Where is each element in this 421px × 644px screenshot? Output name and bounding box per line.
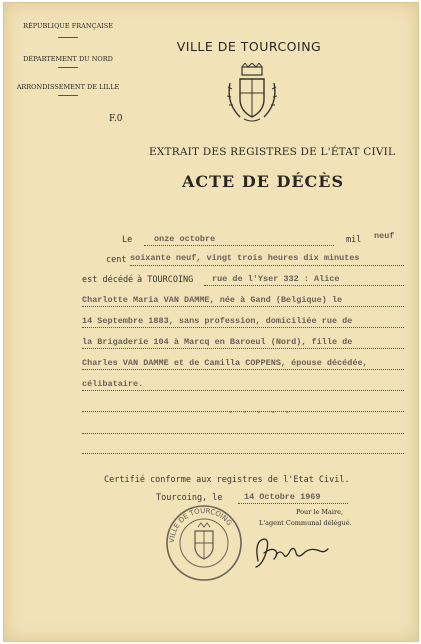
city-title: VILLE DE TOURCOING: [176, 39, 322, 54]
extract-heading: EXTRAIT DES REGISTRES DE L'ÉTAT CIVIL: [149, 146, 396, 158]
fill-line: [82, 453, 404, 454]
fill-line: [144, 245, 334, 246]
coat-of-arms-icon: [226, 63, 278, 125]
certificate-page: [3, 2, 419, 642]
departement-label: DÉPARTEMENT DU NORD: [23, 55, 113, 63]
agent-label: L'agent Communal délégué.: [259, 519, 352, 527]
pour-maire-label: Pour le Maire,: [296, 508, 344, 516]
time-value: soixante neuf, vingt trois heures dix minutes: [130, 253, 360, 263]
fill-line: [238, 503, 348, 504]
fill-line: [130, 265, 404, 266]
body-line-7: Charles VAN DAMME et de Camilla COPPENS, épouse décédée,: [82, 358, 368, 368]
issue-place-label: Tourcoing, le: [156, 493, 223, 503]
document-title: ACTE DE DÉCÈS: [182, 172, 345, 191]
reference-code: F.0: [109, 114, 123, 124]
place-value: à TOURCOING: [137, 275, 194, 285]
header-divider: [58, 67, 78, 68]
signature-icon: [250, 531, 330, 571]
header-divider: [58, 37, 78, 38]
fill-line: [82, 348, 404, 349]
issue-date-value: 14 Octobre 1969: [244, 492, 321, 502]
certification-text: Certifié conforme aux registres de l'Etat Civil.: [104, 475, 350, 485]
republique-label: RÉPUBLIQUE FRANÇAISE: [23, 22, 113, 30]
address-value: rue de l'Yser 332 : Alice: [212, 274, 340, 284]
fill-line: [204, 285, 404, 286]
body-line-4: Charlotte Maria VAN DAMME, née à Gand (Belgique) le: [82, 295, 343, 305]
day-month-value: onze octobre: [154, 234, 216, 244]
body-line-6: la Brigaderie 104 à Marcq en Baroeul (Nord), fille de: [82, 337, 353, 347]
fill-line: [82, 433, 404, 434]
official-stamp-icon: [164, 503, 244, 583]
le-label: Le: [122, 235, 133, 245]
fill-line: [82, 327, 404, 328]
year-value: neuf: [374, 231, 395, 241]
body-line-5: 14 Septembre 1883, sans profession, domiciliée rue de: [82, 316, 353, 326]
header-divider: [58, 95, 78, 96]
body-line-8: célibataire.: [82, 379, 144, 389]
arrondissement-label: ARRONDISSEMENT DE LILLE: [16, 83, 120, 91]
mil-label: mil: [346, 235, 362, 245]
fill-line: [82, 369, 404, 370]
cent-label: cent: [106, 255, 127, 265]
deceased-label: est décédé: [82, 275, 134, 285]
fill-line: [82, 390, 404, 391]
fill-line: [82, 306, 404, 307]
stamp-text: VILLE DE TOURCOING: [167, 506, 234, 544]
separator-mark: - - - - -: [228, 407, 292, 417]
